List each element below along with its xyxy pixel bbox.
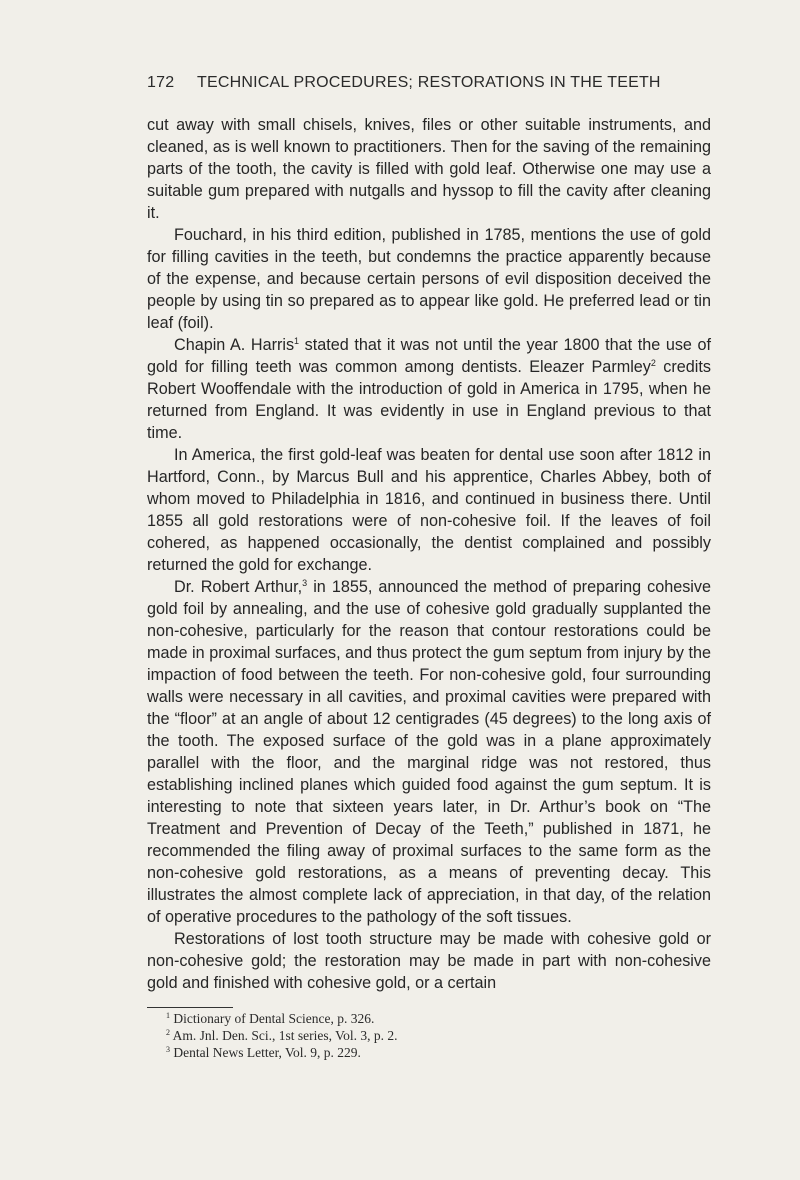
- footnote-ref-1: 1: [294, 336, 300, 346]
- footnote-divider: [147, 1007, 233, 1008]
- paragraph-3-part-a: Chapin A. Harris: [174, 336, 295, 354]
- footnote-text: Dental News Letter, Vol. 9, p. 229.: [173, 1045, 361, 1060]
- body-text: [147, 114, 711, 994]
- footnote-text: Dictionary of Dental Science, p. 326.: [173, 1011, 375, 1026]
- paragraph-1: cut away with small chisels, knives, files or other suitable instruments, and cleaned, as is well known to practitioners. Then for the saving of the remaining parts of the tooth, the cavity is filled with gold leaf. Otherwise one may use a suitable gum prepared with nutgalls and hyssop to fill the cavity after cleaning it.: [147, 116, 711, 222]
- paragraph-3-part-b: stated that it was not until the year 1800 that the use of gold for filling teeth was common among dentists. Eleazer Parmley: [147, 336, 712, 376]
- paragraph-5-part-b: in 1855, announced the method of preparing cohesive gold foil by annealing, and the use of cohesive gold gradually supplanted the non-cohesive, particularly for the reason that contour restorations could be made in proximal surfaces, and thus protect the gum septum from injury by the impaction of food between the teeth. For non-cohesive gold, four surrounding walls were necessary in all cavities, and proximal cavities were prepared with the “floor” at an angle of about 12 centigrades (45 degrees) to the long axis of the tooth. The exposed surface of the gold was in a plane approximately parallel with the floor, and the marginal ridge was not restored, thus establishing inclined planes which guided food against the gum septum. It is interesting to note that sixteen years later, in Dr. Arthur’s book on “The Treatment and Prevention of Decay of the Teeth,” published in 1871, he recommended the filing away of proximal surfaces to the same form as the non-cohesive gold restorations, as a means of preventing decay. This illustrates the almost complete lack of appreciation, in that day, of the relation of operative procedures to the pathology of the soft tissues.: [147, 578, 712, 926]
- footnote-mark: 3: [166, 1045, 170, 1054]
- footnote-ref-2: 2: [650, 358, 656, 368]
- footnotes: [166, 1010, 686, 1061]
- footnote-1: [166, 1010, 686, 1027]
- paragraph-2: Fouchard, in his third edition, published in 1785, mentions the use of gold for filling cavities in the teeth, but condemns the practice apparently because of the expense, and because certain persons of evil disposition deceived the people by using tin so prepared as to appear like gold. He preferred lead or tin leaf (foil).: [147, 226, 711, 332]
- footnote-ref-3: 3: [302, 578, 308, 588]
- paragraph-4: In America, the first gold-leaf was beaten for dental use soon after 1812 in Hartford, Conn., by Marcus Bull and his apprentice, Charles Abbey, both of whom moved to Philadelphia in 1816, and continued in business there. Until 1855 all gold restorations were of non-cohesive foil. If the leaves of foil cohered, as happened occasionally, the dentist complained and possibly returned the gold for exchange.: [147, 446, 711, 574]
- paragraph-3-part-c: credits Robert Wooffendale with the introduction of gold in America in 1795, when he returned from England. It was evidently in use in England previous to that time.: [147, 358, 711, 442]
- paragraph-3: [147, 334, 711, 444]
- page-number: 172: [147, 74, 175, 91]
- running-header: [147, 74, 667, 92]
- footnote-3: [166, 1044, 686, 1061]
- footnote-mark: 1: [166, 1011, 170, 1020]
- running-title: TECHNICAL PROCEDURES; RESTORATIONS IN THE TEETH: [197, 74, 661, 91]
- footnote-text: Am. Jnl. Den. Sci., 1st series, Vol. 3, p. 2.: [172, 1028, 398, 1043]
- paragraph-6: Restorations of lost tooth structure may be made with cohesive gold or non-cohesive gold; the restoration may be made in part with non-cohesive gold and finished with cohesive gold, or a certain: [147, 930, 711, 992]
- paragraph-5: [147, 576, 711, 928]
- footnote-2: [166, 1027, 686, 1044]
- paragraph-5-part-a: Dr. Robert Arthur,: [174, 578, 303, 596]
- footnote-mark: 2: [166, 1028, 170, 1037]
